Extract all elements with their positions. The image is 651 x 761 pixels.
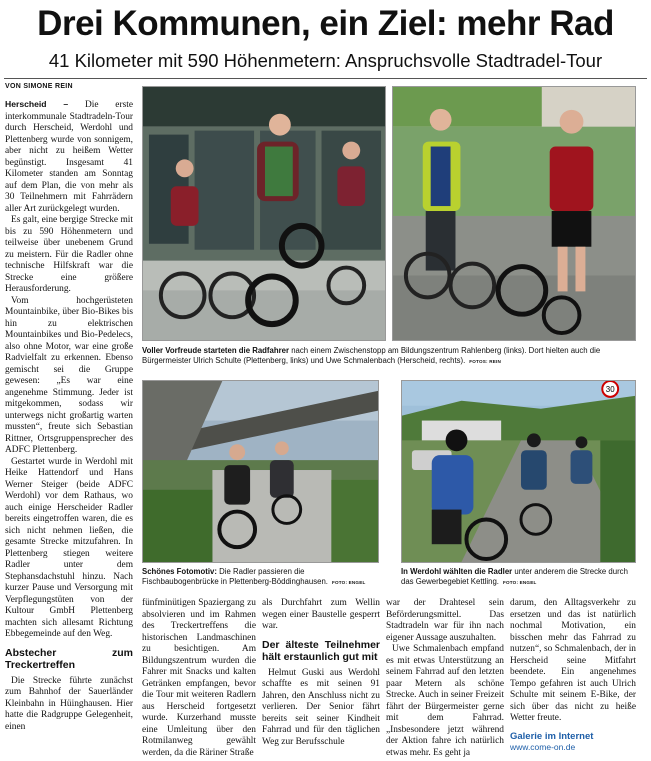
col1-paragraph-5: Die Strecke führte zunächst zum Bahnhof der Sauerländer Kleinbahn in Hüinghausen. Hier hatte die Radgruppe Gelegenheit, einen [5,675,133,732]
col1-paragraph-2: Es galt, eine bergige Strecke mit bis zu 590 Höhenmetern und teilweise über unebenem Grund zu meistern. Für die Radler ohne technische Hilfskraft war die Strecke eine größere Herausforderung. [5,215,133,294]
col2-paragraph-1: fünfminütigen Spaziergang zu absolvieren und im Rahmen des Treckertreffens die historischen Landmaschinen zu besichtigen. Am Bildungszentrum wurden die Fahrer mit Snacks und kalten Getränken empfangen, bevor die Tour mit weiteren Radlern aus Herscheid fortgesetzt wurde. Kurzerhand musste eine Umleitung über den Rotmilanweg gewählt werden, da die Räriner Straße [142,598,256,758]
photo-credit-top: FOTOS: REIN [469,359,502,364]
photo-cyclists-industrial-road [401,380,636,563]
col3-paragraph-1: als Durchfahrt zum Wellin wegen einer Baustelle gesperrt war. [262,598,380,631]
caption-top-photos [142,346,636,367]
caption-bl-bold: Schönes Fotomotiv: [142,567,217,576]
article-column-1 [5,99,133,733]
col4-paragraph-1: war der Drahtesel sein Beförderungsmittel. Das Stadtradeln war für ihn nach eigener Aussage auszuhalten. [386,598,504,643]
col1-paragraph-4: Gestartet wurde in Werdohl mit Heike Hattendorf und Hans Werner Steiger (beide ADFC Werdohl) vor dem Rathaus, wo auch einige Herscheider Radler bereits eingetroffen waren, die es sich nicht nehmen ließen, die gesamte Strecke mitzufahren. In Plettenberg stiegen weitere Radler unter dem Stephansdachstuhl hinzu. Nach kurzer Pause und Versorgung mit Verpflegungstüten von der Kultour GmbH Plettenberg machten sich allesamt Richtung Ebbegemeinde auf den Weg. [5,456,133,639]
subheading-aeltester: Der älteste Teilnehmer hält erstaunlich gut mit [262,638,380,663]
caption-bl-text: Die Radler passieren die Fischbaubogenbrücke in Plettenberg-Böddinghausen. [142,567,328,586]
subheading-treckertreffen: Abstecher zum Treckertreffen [5,646,133,671]
caption-br-bold: In Werdohl wählten die Radler [401,567,513,576]
article-column-4 [386,598,504,759]
caption-top-text: nach einem Zwischenstopp am Bildungszentrum Rahlenberg (links). Dort hielten auch die Bürgermeister Ulrich Schulte (Plettenberg, links) und Uwe Schmalenbach (Herscheid, rechts). [142,346,601,365]
article-column-5 [510,598,636,754]
caption-bottom-left [142,567,379,588]
article-column-2 [142,598,256,759]
caption-bottom-right [401,567,636,588]
col3-paragraph-2: Helmut Guski aus Werdohl schaffte es mit seinen 91 Jahren, den Anschluss nicht zu verlieren. Der Senior fährt bereits seit seiner Kindheit Fahrrad und für den täglichen Weg zur Berufsschule [262,667,380,747]
col1-paragraph-1: Die erste interkommunale Stadtradeln-Tour durch Herscheid, Werdohl und Plettenberg wurde von sonnigem, aber nicht zu heißem Wetter begünstigt. Insgesamt 41 Kilometer standen am Sonntag auf dem Plan, die von mehr als 30 Teilnehmern mit Fahrrädern aller Art zurückgelegt wurden. [5,100,133,214]
photo-cyclists-at-building [142,86,386,341]
photo-mayors-with-bikes [392,86,636,341]
subheadline: 41 Kilometer mit 590 Höhenmetern: Anspruchsvolle Stadtradel-Tour [48,50,603,71]
byline: VON SIMONE REIN [5,83,73,90]
col4-paragraph-2: Uwe Schmalenbach empfand es mit etwas Unterstützung an seinem Fahrrad auf den letzten paar Metern als schöne Strecke. Auch in seiner Freizeit fährt der Bürgermeister gerne mit dem Fahrrad. „Insbesondere jetzt während der Aktion fahre ich natürlich etwas mehr. Es geht ja [386,644,504,758]
gallery-link[interactable]: www.come-on.de [510,742,576,752]
col5-paragraph-1: darum, den Alltagsverkehr zu ersetzen und das ist natürlich nochmal Motivation, ein bisschen mehr das Fahrrad zu nutzen“, so Schmalenbach, der in Herscheid seine Mitfahrt beendete. Ein angenehmes Tempo gefahren ist auch Ulrich Schulte mit seinem E-Bike, der sich über das nicht zu heiße Wetter freute. [510,598,636,723]
speed-sign: 30 [605,384,615,394]
article-column-3 [262,598,380,748]
photo-cyclists-under-bridge [142,380,379,563]
col1-paragraph-3: Vom hochgerüsteten Mountainbike, über Bio-Bikes bis hin zu elektrischen Mountainbikes und Bio-Pedelecs, also ohne Motor, war eine große Radvielfalt zu erkennen. Ebenso gemischt sei die Gruppe gewesen: „Es war eine angenehme Stimmung. Jeder ist mitgekommen, sodass wir unterwegs nicht großartig warten mussten“, freute sich Sebastian Rittner, Ortsgruppensprecher des ADFC Plettenberg. [5,295,133,455]
caption-br-text: unter anderem die Strecke durch das Gewerbegebiet Kettling. [401,567,628,586]
dateline: Herscheid – [5,99,69,109]
headline: Drei Kommunen, ein Ziel: mehr Rad [37,4,614,43]
photo-credit-br: FOTO: ENGEL [502,580,537,585]
gallery-title: Galerie im Internet [510,730,594,742]
rule-top [4,78,647,79]
photo-credit-bl: FOTO: ENGEL [331,580,366,585]
caption-top-bold: Voller Vorfreude starteten die Radfahrer [142,346,290,355]
